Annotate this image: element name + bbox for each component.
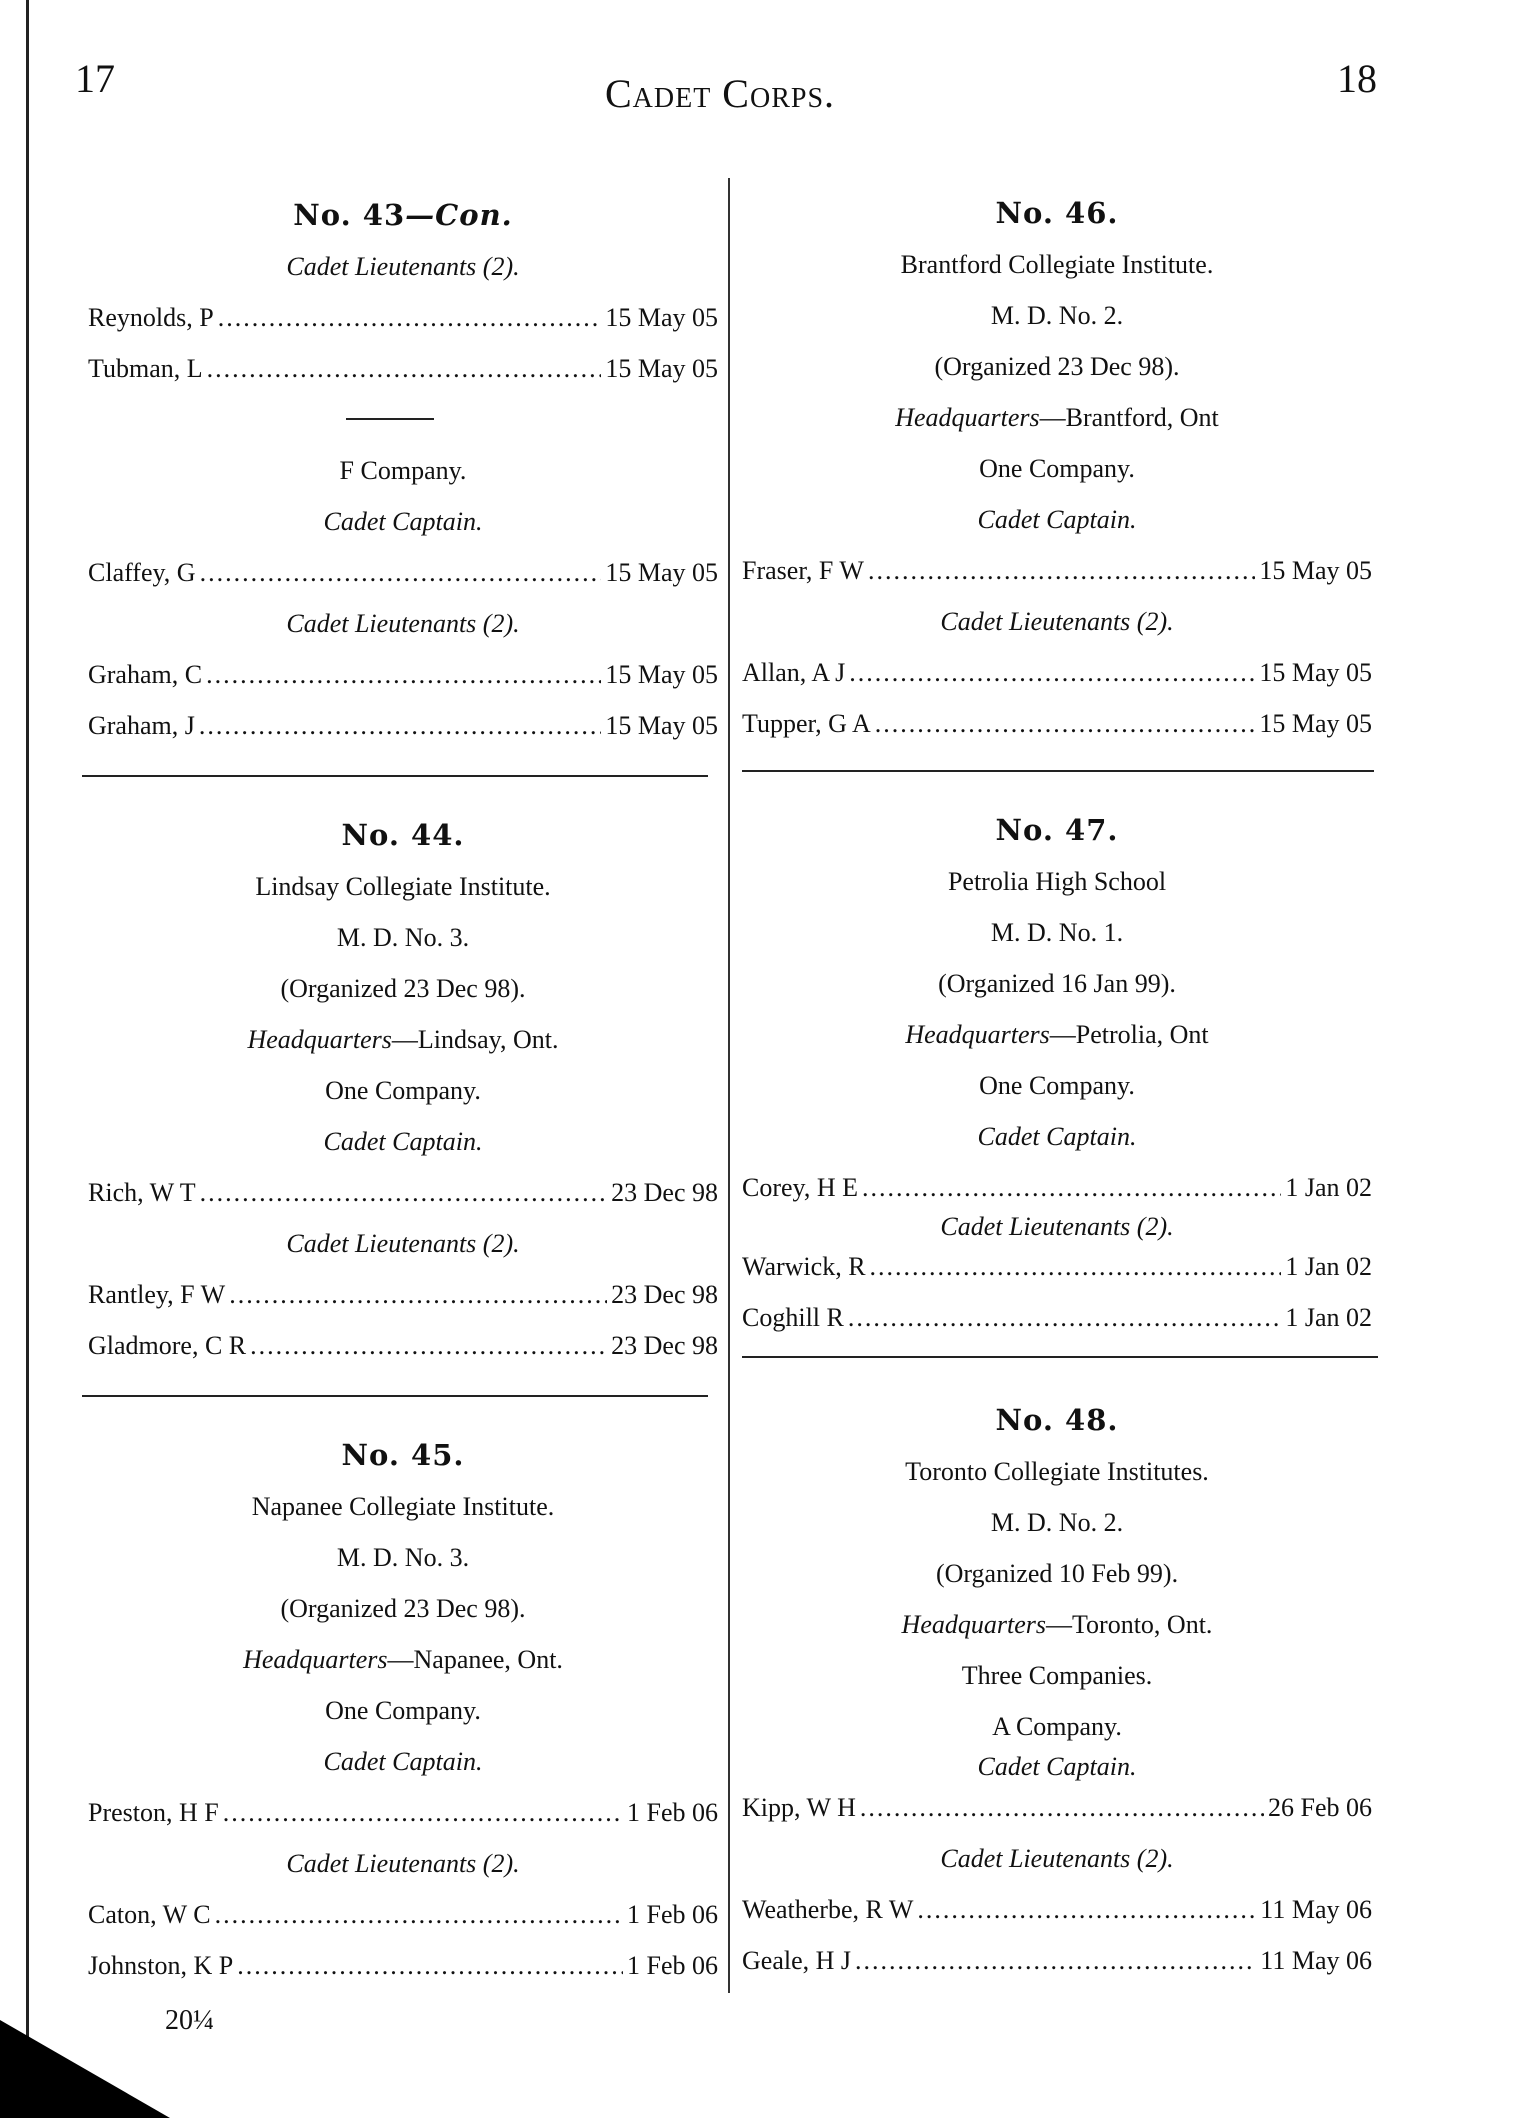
group-title: Cadet Captain. — [323, 1127, 483, 1156]
corps-section-47 — [742, 805, 1372, 1343]
officer-entry: Gladmore, C R ..... 23 Dec 98 — [88, 1320, 718, 1371]
military-district: M. D. No. 2. — [990, 301, 1124, 330]
officer-entry: Caton, W C ..... 1 Feb 06 — [88, 1889, 718, 1940]
group-title: Cadet Captain. — [977, 1122, 1137, 1151]
officer-entry: Allan, A J ..... 15 May 05 — [742, 647, 1372, 698]
officer-entry: Geale, H J ..... 11 May 06 — [742, 1935, 1372, 1986]
section-heading: No. 45. — [341, 1438, 465, 1472]
company-count: One Company. — [325, 1076, 481, 1105]
corps-section-48 — [742, 1395, 1372, 1986]
officer-entry: Rantley, F W ..... 23 Dec 98 — [88, 1269, 718, 1320]
company-title: A Company. — [992, 1712, 1122, 1741]
group-title: Cadet Lieutenants (2). — [940, 1212, 1174, 1241]
scan-edge-shadow — [0, 2020, 170, 2118]
organized-date: (Organized 10 Feb 99). — [935, 1559, 1179, 1588]
officer-entry: Kipp, W H ..... 26 Feb 06 — [742, 1782, 1372, 1833]
headquarters: Headquarters—Toronto, Ont. — [901, 1610, 1213, 1639]
officer-entry: Weatherbe, R W ..... 11 May 06 — [742, 1884, 1372, 1935]
column-divider — [728, 178, 730, 1993]
military-district: M. D. No. 3. — [336, 1543, 470, 1572]
left-page-number: 17 — [75, 56, 115, 101]
running-title: Cadet Corps. — [604, 71, 836, 116]
officer-entry: Warwick, R ..... 1 Jan 02 — [742, 1241, 1372, 1292]
company-count: One Company. — [979, 454, 1135, 483]
section-heading: No. 48. — [995, 1403, 1119, 1437]
military-district: M. D. No. 2. — [990, 1508, 1124, 1537]
section-rule — [82, 775, 708, 777]
section-rule — [742, 770, 1374, 772]
group-title: Cadet Lieutenants (2). — [940, 607, 1174, 636]
officer-entry: Johnston, K P ..... 1 Feb 06 — [88, 1940, 718, 1991]
section-heading: No. 46. — [995, 196, 1119, 230]
corps-section-44 — [88, 810, 718, 1371]
group-title: Cadet Captain. — [323, 1747, 483, 1776]
officer-entry: Preston, H F ..... 1 Feb 06 — [88, 1787, 718, 1838]
organized-date: (Organized 23 Dec 98). — [934, 352, 1180, 381]
printer-signature: 20¼ — [165, 2005, 214, 2036]
organized-date: (Organized 23 Dec 98). — [280, 1594, 526, 1623]
group-title: Cadet Lieutenants (2). — [286, 609, 520, 638]
officer-entry: Rich, W T ..... 23 Dec 98 — [88, 1167, 718, 1218]
section-heading: No. 47. — [995, 813, 1119, 847]
section-separator — [88, 394, 718, 445]
group-title: Cadet Captain. — [323, 507, 483, 536]
section-rule — [742, 1356, 1378, 1358]
group-title: Cadet Lieutenants (2). — [286, 1849, 520, 1878]
section-heading: No. 44. — [341, 818, 465, 852]
military-district: M. D. No. 3. — [336, 923, 470, 952]
school-name: Toronto Collegiate Institutes. — [905, 1457, 1209, 1486]
headquarters: Headquarters—Napanee, Ont. — [243, 1645, 563, 1674]
officer-entry: Corey, H E ..... 1 Jan 02 — [742, 1162, 1372, 1213]
group-title: Cadet Captain. — [977, 1752, 1137, 1781]
headquarters: Headquarters—Lindsay, Ont. — [247, 1025, 559, 1054]
officer-entry: Tubman, L ..... 15 May 05 — [88, 343, 718, 394]
right-page-number: 18 — [1337, 56, 1377, 101]
officer-entry: Reynolds, P ..... 15 May 05 — [88, 292, 718, 343]
binding-edge — [26, 0, 29, 2118]
group-title: Cadet Captain. — [977, 505, 1137, 534]
headquarters: Headquarters—Brantford, Ont — [895, 403, 1219, 432]
company-count: One Company. — [979, 1071, 1135, 1100]
officer-entry: Coghill R ..... 1 Jan 02 — [742, 1292, 1372, 1343]
officer-entry: Fraser, F W ..... 15 May 05 — [742, 545, 1372, 596]
company-count: Three Companies. — [961, 1661, 1153, 1690]
section-rule — [82, 1395, 708, 1397]
group-title: Cadet Lieutenants (2). — [286, 1229, 520, 1258]
section-heading: No. 43—Con. — [293, 198, 513, 232]
school-name: Napanee Collegiate Institute. — [251, 1492, 555, 1521]
group-title: Cadet Lieutenants (2). — [286, 252, 520, 281]
headquarters: Headquarters—Petrolia, Ont — [905, 1020, 1209, 1049]
officer-entry: Graham, J ..... 15 May 05 — [88, 700, 718, 751]
organized-date: (Organized 23 Dec 98). — [280, 974, 526, 1003]
school-name: Lindsay Collegiate Institute. — [255, 872, 551, 901]
officer-entry: Tupper, G A ..... 15 May 05 — [742, 698, 1372, 749]
officer-entry: Claffey, G ..... 15 May 05 — [88, 547, 718, 598]
organized-date: (Organized 16 Jan 99). — [938, 969, 1176, 998]
school-name: Petrolia High School — [947, 867, 1167, 896]
corps-section-46 — [742, 188, 1372, 749]
military-district: M. D. No. 1. — [990, 918, 1124, 947]
company-count: One Company. — [325, 1696, 481, 1725]
company-title: F Company. — [339, 456, 467, 485]
officer-entry: Graham, C ..... 15 May 05 — [88, 649, 718, 700]
group-title: Cadet Lieutenants (2). — [940, 1844, 1174, 1873]
school-name: Brantford Collegiate Institute. — [900, 250, 1214, 279]
corps-section-45 — [88, 1430, 718, 1991]
corps-section-43 — [88, 190, 718, 751]
